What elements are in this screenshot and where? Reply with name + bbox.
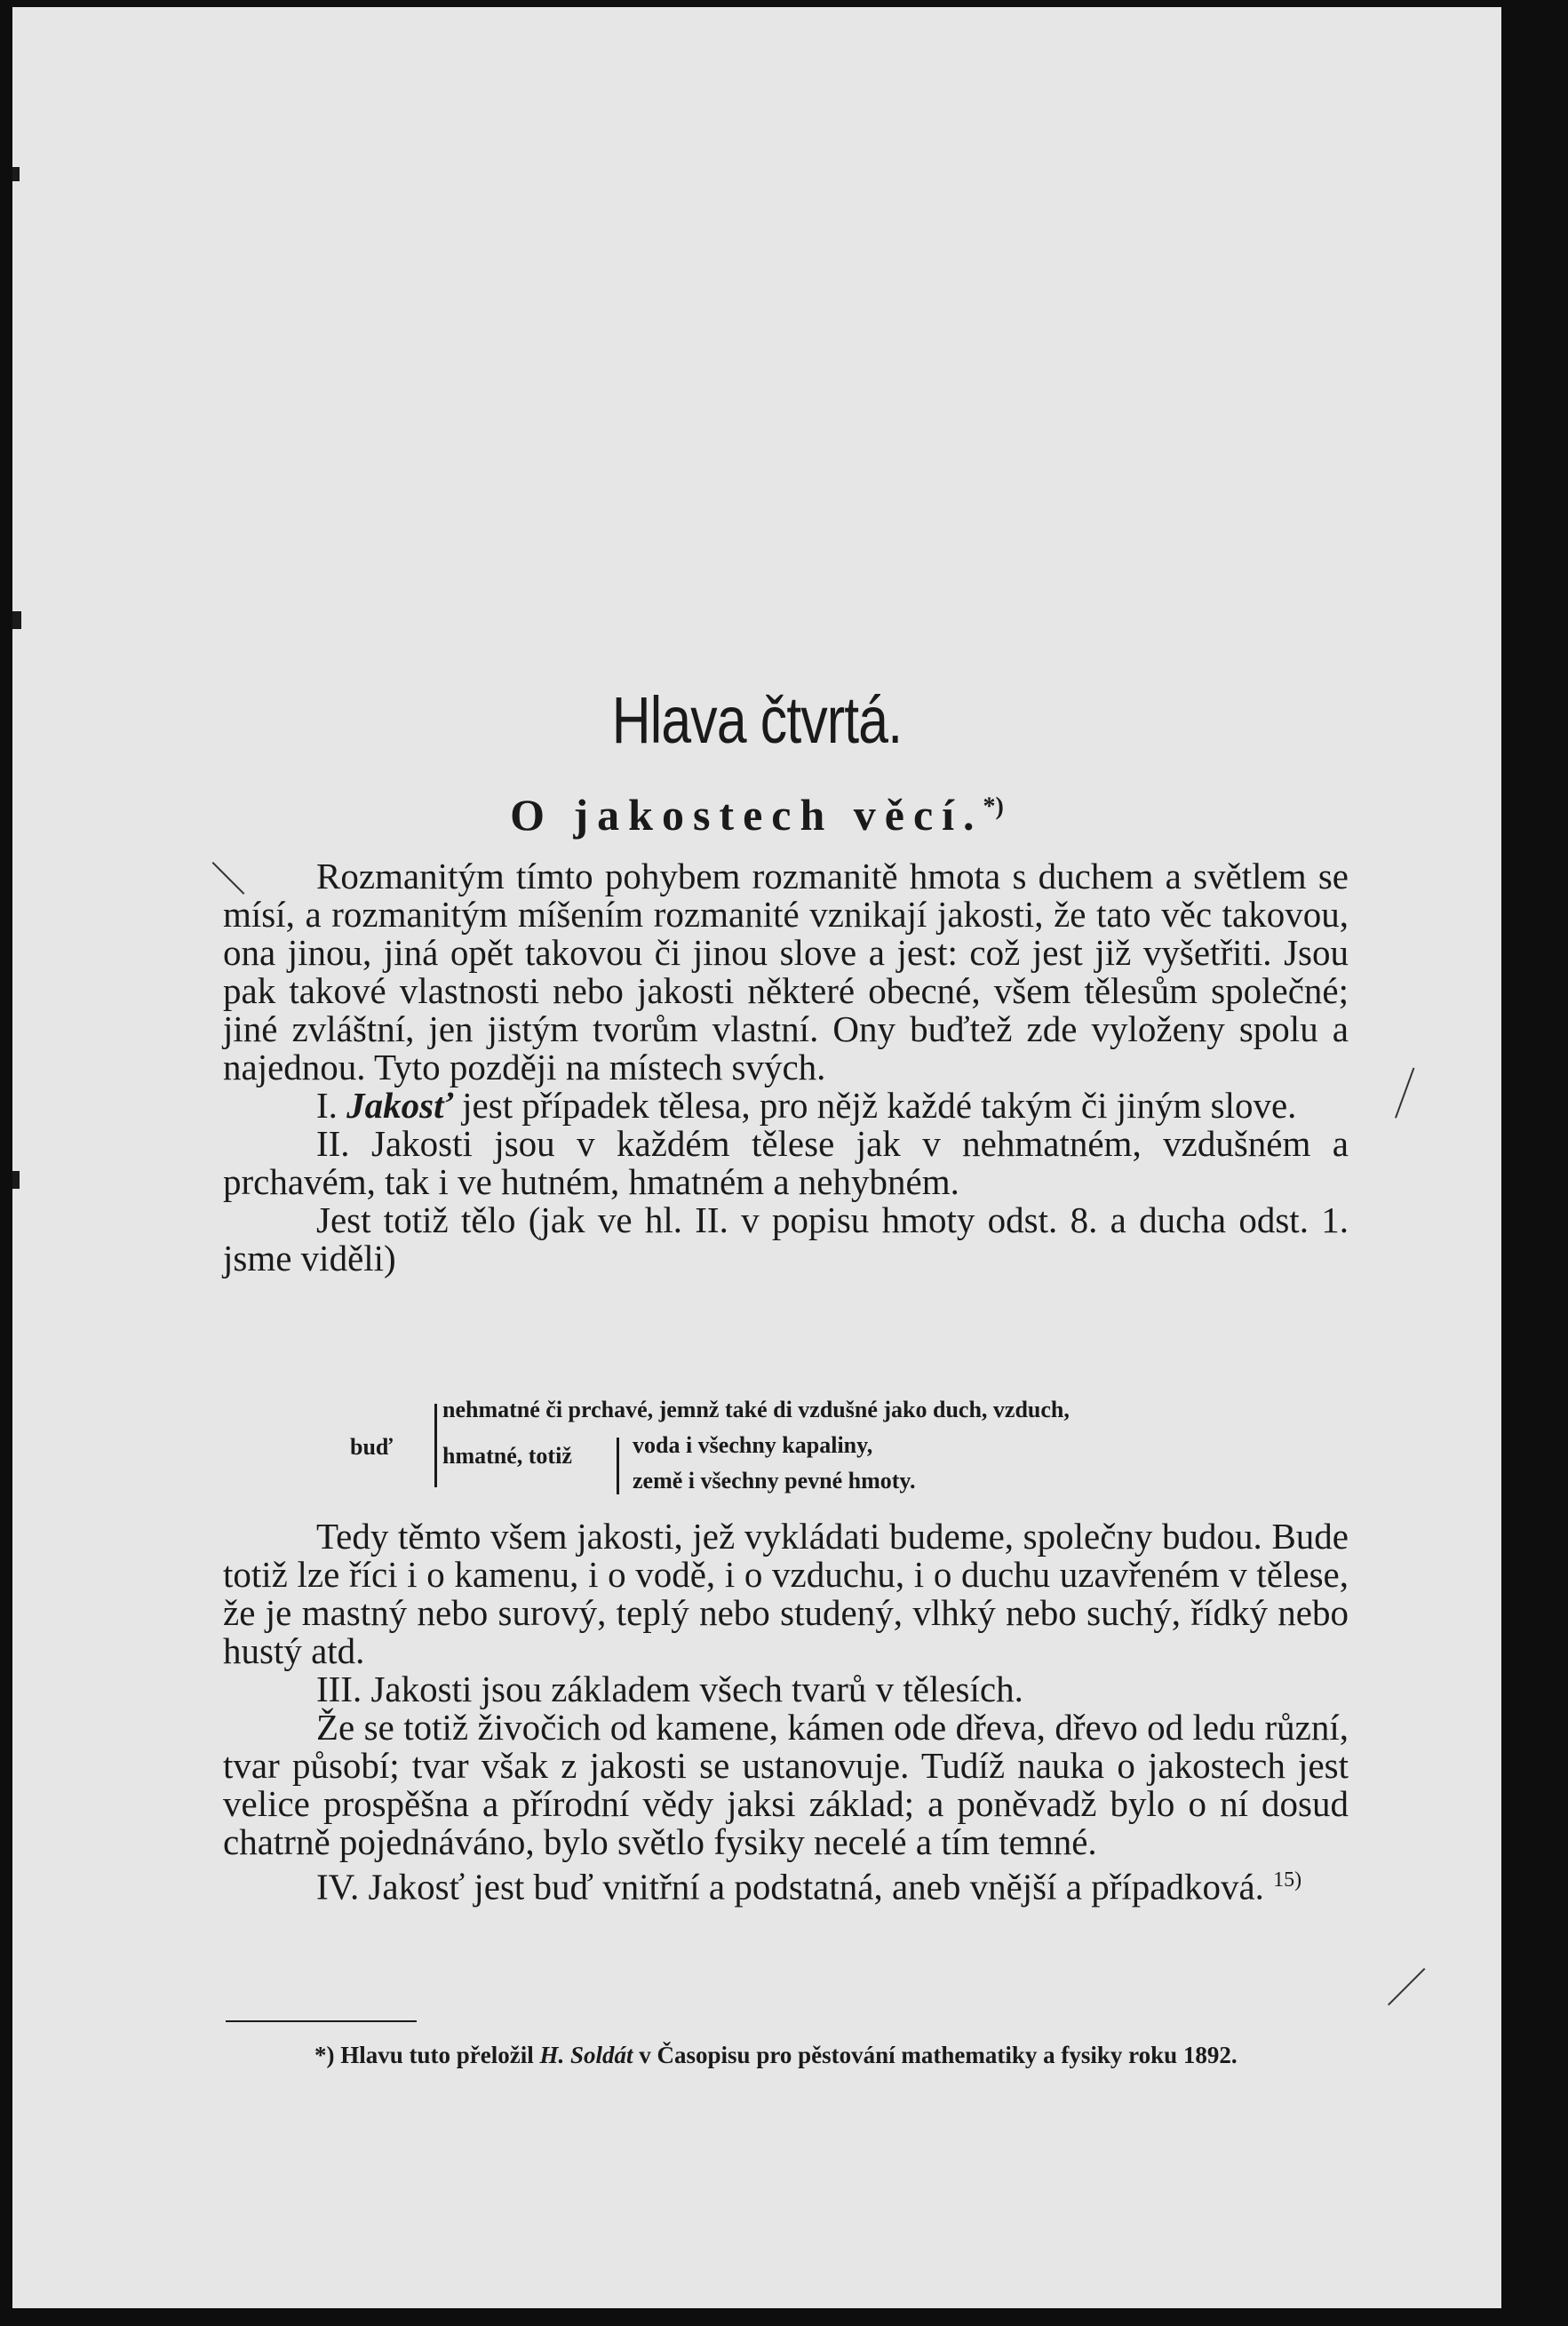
outer-brace (434, 1404, 437, 1487)
margin-dot (12, 1171, 20, 1189)
paragraph: Tedy těmto všem jakosti, jež vykládati budeme, společny budou. Bude totiž lze říci i o kamenu, i o vodě, i o vzduchu, i o duchu uzavřeném v tělese, že je mastný nebo surový, teplý nebo studený, vlhký nebo suchý, řídký nebo hustý atd. (223, 1516, 1349, 1671)
section-title (12, 789, 1501, 840)
point-ii-continuation: Jest totiž tělo (jak ve hl. II. v popisu hmoty odst. 8. a ducha odst. 1. jsme viděli) (223, 1199, 1349, 1279)
chapter-title: Hlava čtvrtá. (611, 683, 903, 757)
margin-dot (12, 167, 20, 181)
point-iv (223, 1861, 1349, 1907)
point-ii: II. Jakosti jsou v každém tělese jak v nehmatném, vzdušném a prchavém, tak i ve hutném, hmatném a nehybném. (223, 1123, 1349, 1202)
division-diagram (350, 1393, 1327, 1500)
section-title-text: O jakostech věcí. (510, 790, 983, 840)
paragraph: Že se totiž živočich od kamene, kámen ode dřeva, dřevo od ledu různí, tvar působí; tvar však z jakosti se ustanovuje. Tudíž nauka o jakostech jest velice prospěšna a přírodní vědy jaksi základ; a poněvadž bylo o ní dosud chatrně pojednáváno, bylo světlo fysiky necelé a tím temné. (223, 1707, 1349, 1862)
footnote-translator: H. Soldát (539, 2042, 633, 2068)
point-number: I. (316, 1085, 338, 1126)
document-page (12, 7, 1501, 2308)
division-lead: buď (350, 1434, 393, 1460)
division-option: hmatné, totiž (442, 1443, 572, 1469)
division-option: nehmatné či prchavé, jemnž také di vzdušné jako duch, vzduch, (442, 1397, 1070, 1422)
point-i (223, 1087, 1349, 1125)
division-sub-option: voda i všechny kapaliny, (633, 1432, 873, 1458)
point-iii: III. Jakosti jsou základem všech tvarů v tělesích. (316, 1669, 1023, 1709)
pencil-mark (1395, 1068, 1414, 1119)
footnote-mark: *) (314, 2042, 335, 2068)
footnote (226, 2037, 1354, 2074)
point-term: Jakosť (346, 1085, 453, 1126)
body-upper (223, 857, 1349, 1278)
footnote-reference: 15) (1273, 1868, 1302, 1892)
section-title-footnote-mark: *) (983, 793, 1004, 821)
point-iv-text: IV. Jakosť jest buď vnitřní a podstatná, aneb vnější a případková. (316, 1866, 1264, 1908)
pencil-mark (1388, 1968, 1425, 2005)
inner-brace (617, 1438, 619, 1494)
footnote-divider (226, 2020, 417, 2022)
division-sub-option: země i všechny pevné hmoty. (633, 1468, 916, 1494)
body-lower (223, 1517, 1349, 1907)
footnote-text: Hlavu tuto přeložil (340, 2042, 534, 2068)
footnote-text: v Časopisu pro pěstování mathematiky a fysiky roku 1892. (639, 2042, 1238, 2068)
paragraph: Rozmanitým tímto pohybem rozmanitě hmota s duchem a světlem se mísí, a rozmanitým míšením rozmanité vznikají jakosti, že tato věc takovou, ona jinou, jiná opět takovou či jinou slove a jest: což jest již vyšetřiti. Jsou pak takové vlastnosti nebo jakosti některé obecné, všem tělesům společné; jiné zvláštní, jen jistým tvorům vlastní. Ony buďtež zde vyloženy spolu a najednou. Tyto později na místech svých. (223, 856, 1349, 1087)
margin-dot (12, 611, 21, 629)
point-text: jest případek tělesa, pro nějž každé takým či jiným slove. (462, 1085, 1297, 1126)
